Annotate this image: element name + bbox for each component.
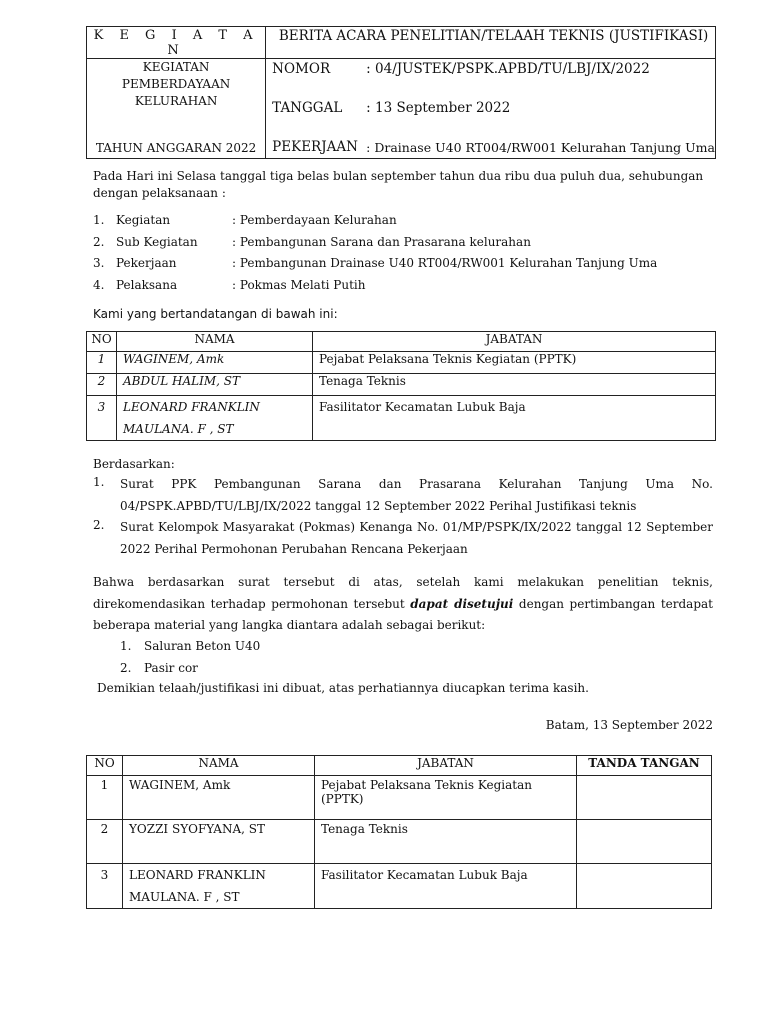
- details-item: [93, 275, 713, 297]
- place-date: Batam, 13 September 2022: [545, 718, 713, 732]
- row-nama: LEONARD FRANKLIN MAULANA. F , ST: [117, 396, 313, 441]
- header-table: [86, 26, 716, 159]
- list-item: [93, 474, 713, 517]
- row-no: 3: [87, 864, 123, 909]
- list-item: [93, 517, 713, 560]
- conclusion-emphasis: dapat disetujui: [410, 596, 514, 611]
- materials-list: [120, 636, 260, 679]
- details-number: 4.: [93, 277, 105, 292]
- col-header-nama: NAMA: [117, 332, 313, 352]
- details-value: : Pokmas Melati Putih: [232, 277, 366, 292]
- signers-table: [86, 331, 716, 441]
- row-no: 2: [87, 374, 117, 396]
- details-value: : Pembangunan Sarana dan Prasarana kelurahan: [232, 234, 531, 249]
- row-nama: YOZZI SYOFYANA, ST: [123, 820, 315, 864]
- row-no: 2: [87, 820, 123, 864]
- document-title: BERITA ACARA PENELITIAN/TELAAH TEKNIS (JUSTIFIKASI): [266, 27, 716, 59]
- signature-cell[interactable]: [577, 864, 712, 909]
- row-jabatan: Pejabat Pelaksana Teknis Kegiatan (PPTK): [315, 776, 577, 820]
- row-no: 1: [87, 352, 117, 374]
- signature-table: [86, 755, 712, 909]
- details-value: : Pemberdayaan Kelurahan: [232, 213, 397, 228]
- details-item: [93, 232, 713, 254]
- table-header-row: [87, 756, 712, 776]
- kegiatan-name-line2: KELURAHAN: [134, 94, 218, 108]
- list-number: 2.: [93, 518, 105, 532]
- row-nama: WAGINEM, Amk: [117, 352, 313, 374]
- signature-cell[interactable]: [577, 776, 712, 820]
- kegiatan-name-line1: KEGIATAN PEMBERDAYAAN: [121, 60, 231, 91]
- col-header-jabatan: JABATAN: [313, 332, 716, 352]
- row-jabatan: Fasilitator Kecamatan Lubuk Baja: [313, 396, 716, 441]
- pekerjaan-value: : Drainase U40 RT004/RW001 Kelurahan Tanjung Uma: [366, 139, 715, 155]
- list-number: 2.: [120, 660, 132, 675]
- table-row: [87, 864, 712, 909]
- signature-cell[interactable]: [577, 820, 712, 864]
- pekerjaan-label: PEKERJAAN: [272, 139, 358, 155]
- list-text: Surat PPK Pembangunan Sarana dan Prasarana Kelurahan Tanjung Uma No. 04/PSPK.APBD/TU/LBJ/IX/2022 tanggal 12 September 2022 Perihal Justifikasi teknis: [120, 477, 713, 513]
- pekerjaan-row: [272, 137, 715, 157]
- conclusion-paragraph: [93, 572, 713, 637]
- tahun-anggaran: TAHUN ANGGARAN 2022: [95, 141, 257, 155]
- berdasarkan-list: [93, 474, 713, 560]
- details-number: 1.: [93, 213, 105, 228]
- material-name: Pasir cor: [144, 660, 198, 675]
- row-no: 3: [87, 396, 117, 441]
- table-row: [87, 396, 716, 441]
- kegiatan-title: K E G I A T A N: [87, 27, 266, 59]
- table-row: [87, 352, 716, 374]
- tanggal-label: TANGGAL: [272, 100, 343, 116]
- row-jabatan: Tenaga Teknis: [313, 374, 716, 396]
- col-header-jabatan: JABATAN: [315, 756, 577, 776]
- list-item: [120, 658, 260, 680]
- row-jabatan: Pejabat Pelaksana Teknis Kegiatan (PPTK): [313, 352, 716, 374]
- tanggal-row: [272, 98, 715, 118]
- closing-sentence: Demikian telaah/justifikasi ini dibuat, atas perhatiannya diucapkan terima kasih.: [97, 681, 589, 695]
- details-value: : Pembangunan Drainase U40 RT004/RW001 Kelurahan Tanjung Uma: [232, 256, 658, 271]
- intro-paragraph: Pada Hari ini Selasa tanggal tiga belas bulan september tahun dua ribu dua puluh dua, sehubungan dengan pelaksanaan :: [93, 169, 704, 200]
- col-header-tanda-tangan: TANDA TANGAN: [577, 756, 712, 776]
- table-header-row: [87, 332, 716, 352]
- kegiatan-cell: [87, 59, 266, 159]
- row-jabatan: Fasilitator Kecamatan Lubuk Baja: [315, 864, 577, 909]
- row-nama: ABDUL HALIM, ST: [117, 374, 313, 396]
- conclusion-text-end: dengan pertimbangan terdapat beberapa material yang langka diantara adalah sebagai berikut:: [93, 596, 713, 632]
- details-number: 2.: [93, 234, 105, 249]
- col-header-no: NO: [87, 332, 117, 352]
- details-key: Pelaksana: [116, 277, 178, 292]
- document-meta-cell: [266, 59, 716, 159]
- nomor-value: : 04/JUSTEK/PSPK.APBD/TU/LBJ/IX/2022: [366, 61, 650, 77]
- col-header-no: NO: [87, 756, 123, 776]
- table-row: [87, 776, 712, 820]
- table-row: [87, 374, 716, 396]
- signers-intro: Kami yang bertandatangan di bawah ini:: [93, 307, 338, 321]
- list-number: 1.: [93, 475, 105, 489]
- details-item: [93, 210, 713, 232]
- list-text: Surat Kelompok Masyarakat (Pokmas) Kenanga No. 01/MP/PSPK/IX/2022 tanggal 12 September 2022 Perihal Permohonan Perubahan Rencana Pekerjaan: [120, 520, 713, 556]
- nomor-row: [272, 59, 715, 79]
- details-item: [93, 253, 713, 275]
- row-jabatan: Tenaga Teknis: [315, 820, 577, 864]
- list-item: [120, 636, 260, 658]
- berdasarkan-label: Berdasarkan:: [93, 457, 175, 471]
- material-name: Saluran Beton U40: [144, 639, 261, 654]
- nomor-label: NOMOR: [272, 61, 331, 77]
- row-nama: WAGINEM, Amk: [123, 776, 315, 820]
- col-header-nama: NAMA: [123, 756, 315, 776]
- conclusion-text: Bahwa berdasarkan surat tersebut di atas, setelah kami melakukan penelitian teknis, direkomendasikan terhadap permohonan tersebut: [93, 575, 713, 611]
- details-key: Sub Kegiatan: [116, 234, 198, 249]
- details-key: Kegiatan: [116, 213, 171, 228]
- details-key: Pekerjaan: [116, 256, 177, 271]
- table-row: [87, 820, 712, 864]
- tanggal-value: : 13 September 2022: [366, 100, 511, 116]
- details-list: [93, 210, 713, 296]
- list-number: 1.: [120, 639, 132, 654]
- details-number: 3.: [93, 256, 105, 271]
- row-nama: LEONARD FRANKLIN MAULANA. F , ST: [123, 864, 315, 909]
- row-no: 1: [87, 776, 123, 820]
